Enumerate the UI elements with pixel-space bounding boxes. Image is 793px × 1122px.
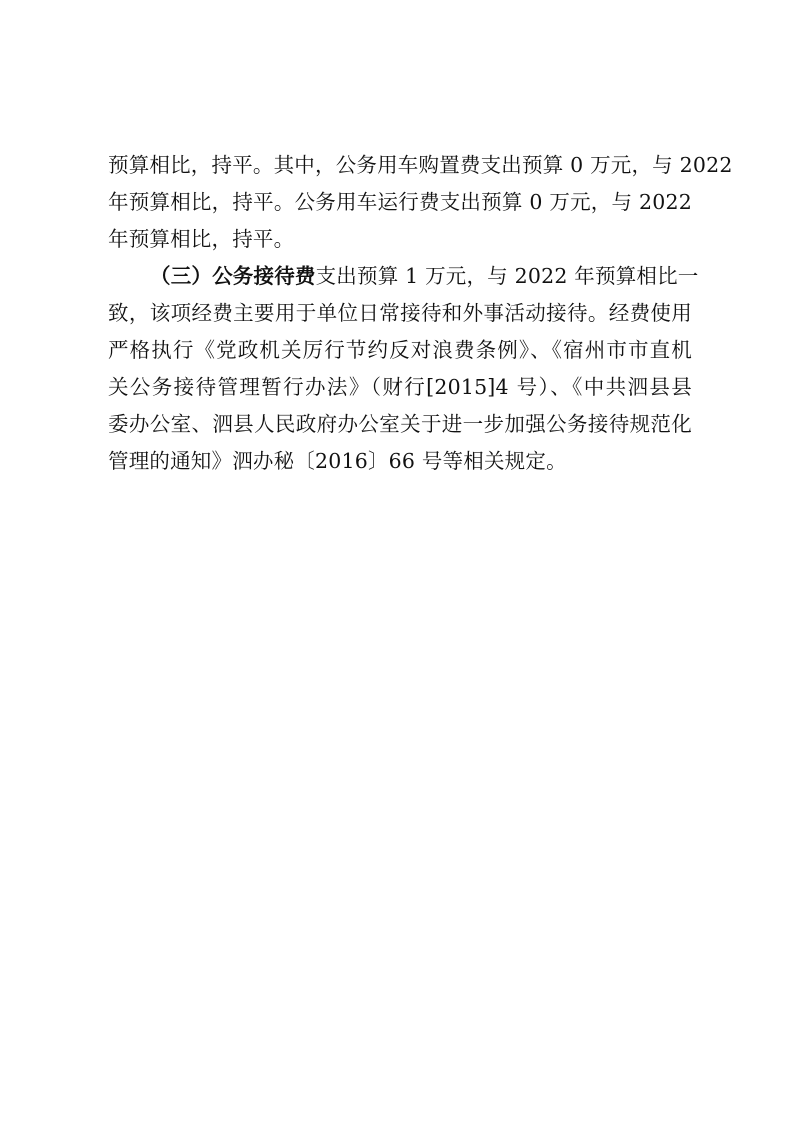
paragraph-line: 管理的通知》泗办秘〔2016〕66 号等相关规定。 — [108, 449, 567, 473]
paragraph-line: 致，该项经费主要用于单位日常接待和外事活动接待。经费使用 — [108, 301, 692, 325]
paragraph-line: 年预算相比，持平。 — [108, 227, 295, 251]
paragraph-line: 关公务接待管理暂行办法》（财行[2015]4 号）、《中共泗县县 — [108, 375, 692, 399]
reception-expense-paragraph — [108, 258, 699, 480]
paragraph-line: 年预算相比，持平。公务用车运行费支出预算 0 万元，与 2022 — [108, 190, 692, 214]
paragraph-line: 委办公室、泗县人民政府办公室关于进一步加强公务接待规范化 — [108, 412, 692, 436]
section-heading: （三）公务接待费 — [150, 264, 316, 288]
paragraph-text: 支出预算 1 万元，与 2022 年预算相比一 — [315, 264, 699, 288]
vehicle-expense-paragraph — [108, 147, 733, 258]
paragraph-line: 严格执行《党政机关厉行节约反对浪费条例》、《宿州市市直机 — [108, 338, 692, 362]
paragraph-first-line — [108, 258, 699, 295]
paragraph-line: 预算相比，持平。其中，公务用车购置费支出预算 0 万元，与 2022 — [108, 153, 733, 177]
